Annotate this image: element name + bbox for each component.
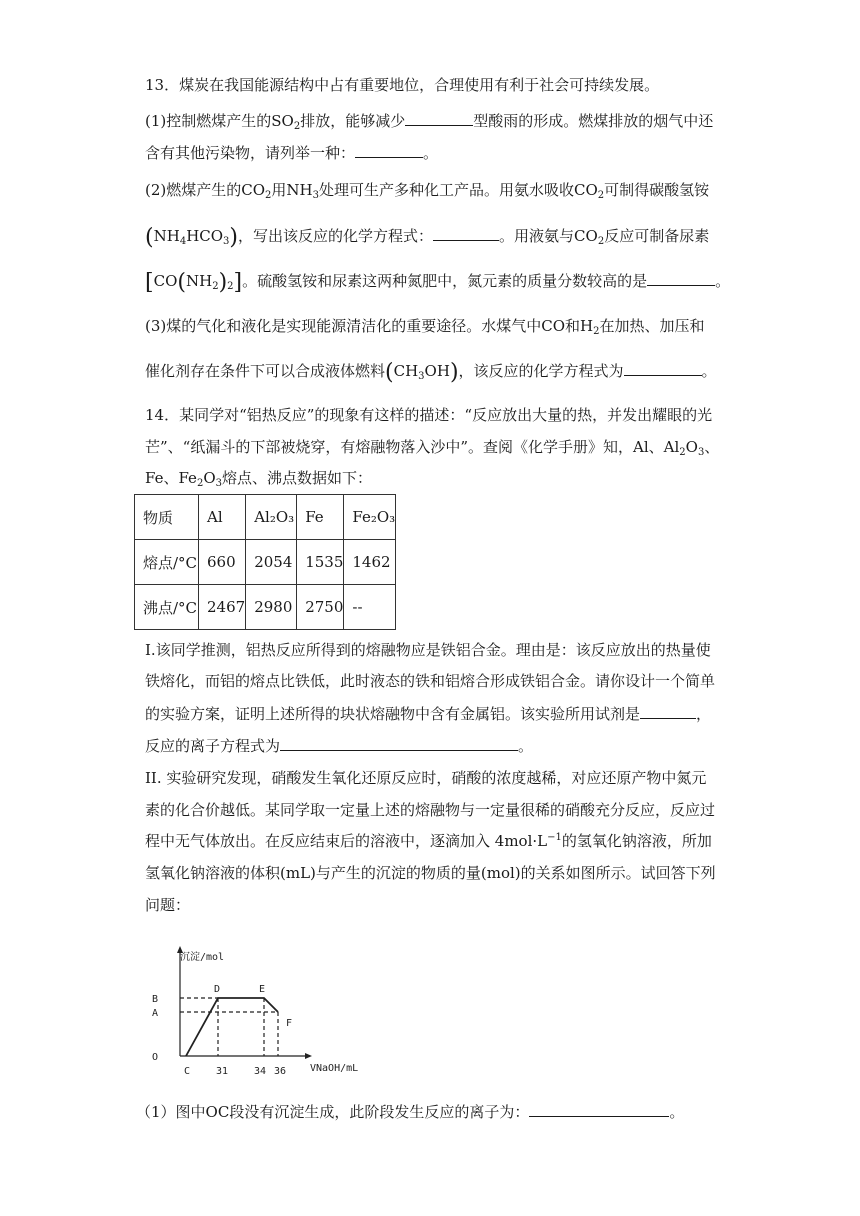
q14-II-line3: [145, 831, 712, 851]
subscript: 3: [312, 190, 319, 201]
text: 铁熔化，而铝的熔点比铁低，此时液态的铁和铝熔合形成铁铝合金。请你设计一个简单: [145, 672, 716, 690]
melting-boiling-table: [134, 494, 396, 630]
text: O: [203, 469, 216, 487]
text: (1)控制燃煤产生的SO: [145, 112, 294, 130]
x-tick-label: 31: [216, 1066, 229, 1077]
subscript: 3: [223, 236, 230, 247]
subscript: 2: [593, 326, 600, 337]
x-tick-label: 36: [274, 1066, 287, 1077]
text: (3)煤的气化和液化是实现能源清洁化的重要途径。水煤气中CO和H: [145, 317, 594, 335]
x-tick-label: 34: [254, 1066, 267, 1077]
text: 。: [701, 362, 717, 380]
right-bracket: ]: [233, 270, 243, 295]
q14-I-line1: [145, 640, 711, 660]
q13-p1-line1: [145, 110, 713, 131]
q14-line3: [145, 468, 372, 488]
text: 反应可制备尿素: [604, 227, 710, 245]
table-row: [135, 540, 396, 585]
q13-p2-line3: [145, 270, 730, 293]
text: 型酸雨的形成。燃煤排放的烟气中还: [473, 112, 714, 130]
q14-II-line1: [145, 768, 706, 788]
q13-p2-line1: [145, 180, 709, 200]
subscript: 3: [697, 447, 705, 458]
text: 。: [423, 144, 439, 162]
text: 排放，能够减少: [300, 112, 406, 130]
q14-sub1: [136, 1101, 684, 1122]
q14-II-line4: [145, 863, 716, 883]
text: OH: [424, 362, 450, 380]
text: 在加热、加压和: [599, 317, 705, 335]
text: HCO: [186, 227, 224, 245]
text: Fe、Fe: [145, 469, 197, 487]
subscript: 2: [293, 121, 301, 132]
text: II. 实验研究发现，硝酸发生氧化还原反应时，硝酸的浓度越稀，对应还原产物中氮元: [145, 769, 707, 787]
text: 问题：: [145, 896, 191, 914]
q14-line1: [145, 405, 712, 425]
table-header-cell: Al₂O₃: [246, 495, 297, 540]
q13-p1-line2: [145, 142, 438, 163]
table-header-cell: 物质: [135, 495, 199, 540]
y-axis-label: 沉淀/mol: [180, 952, 225, 963]
text: O: [685, 438, 698, 456]
answer-blank[interactable]: [280, 735, 518, 751]
superscript: −1: [547, 832, 562, 843]
text: 13．煤炭在我国能源结构中占有重要地位，合理使用有利于社会可持续发展。: [145, 76, 660, 94]
table-cell: 沸点/°C: [135, 585, 199, 630]
text: 反应的离子方程式为: [145, 737, 281, 755]
text: CO: [153, 272, 178, 290]
text: 催化剂存在条件下可以合成液体燃料: [145, 362, 386, 380]
text: 、: [704, 438, 720, 456]
table-row: [135, 585, 396, 630]
answer-blank[interactable]: [624, 360, 702, 376]
text: 14．某同学对“铝热反应”的现象有这样的描述：“反应放出大量的热，并发出耀眼的光: [145, 406, 713, 424]
table-row: [135, 495, 396, 540]
subscript: 3: [418, 371, 425, 382]
left-bracket: [: [145, 270, 154, 295]
answer-blank[interactable]: [405, 110, 473, 126]
text: （1）图中OC段没有沉淀生成，此阶段发生反应的离子为：: [136, 1103, 530, 1121]
right-paren: ): [218, 270, 228, 295]
q14-I-line3: [145, 703, 711, 724]
answer-blank[interactable]: [355, 142, 423, 158]
table-cell: 2054: [246, 540, 297, 585]
point-label: F: [286, 1018, 293, 1029]
q14-II-line5: [145, 895, 190, 915]
table-cell: 熔点/°C: [135, 540, 199, 585]
x-axis-label: VNaOH/mL: [310, 1063, 359, 1074]
table-cell: --: [344, 585, 396, 630]
table-cell: 2467: [199, 585, 246, 630]
table-cell: 1535: [297, 540, 344, 585]
text: 程中无气体放出。在反应结束后的溶液中，逐滴加入 4mol·L: [145, 832, 548, 850]
left-paren: (: [385, 360, 394, 385]
right-paren: ): [449, 360, 459, 385]
q14-line2: [145, 437, 719, 457]
text: ，: [696, 705, 712, 723]
text: 含有其他污染物，请列举一种：: [145, 144, 356, 162]
subscript: 2: [212, 281, 219, 292]
point-label: E: [259, 984, 266, 995]
origin-label: O: [152, 1052, 159, 1063]
text: 。: [518, 737, 534, 755]
subscript: 2: [227, 281, 234, 292]
text: 用NH: [271, 181, 313, 199]
subscript: 2: [265, 190, 272, 201]
table-header-cell: Fe₂O₃: [344, 495, 396, 540]
answer-blank[interactable]: [433, 225, 499, 241]
q13-title: [145, 75, 659, 95]
table-cell: 2980: [246, 585, 297, 630]
text: 芒”、“纸漏斗的下部被烧穿，有熔融物落入沙中”。查阅《化学手册》知，Al、Al: [145, 438, 680, 456]
q14-I-line2: [145, 671, 715, 691]
text: 。: [669, 1103, 685, 1121]
text: I.该同学推测，铝热反应所得到的熔融物应是铁铝合金。理由是：该反应放出的热量使: [145, 641, 711, 659]
text: 。用液氨与CO: [499, 227, 598, 245]
q13-p3-line1: [145, 316, 705, 336]
point-label: D: [214, 984, 221, 995]
text: 氢氧化钠溶液的体积(mL)与产生的沉淀的物质的量(mol)的关系如图所示。试回答下列: [145, 864, 716, 882]
x-tick-label: C: [184, 1066, 191, 1077]
table-cell: 1462: [344, 540, 396, 585]
text: CH: [393, 362, 419, 380]
table-cell: 660: [199, 540, 246, 585]
answer-blank[interactable]: [640, 703, 696, 719]
right-paren: ): [229, 225, 239, 250]
text: 的实验方案，证明上述所得的块状熔融物中含有金属铝。该实验所用试剂是: [145, 705, 641, 723]
text: 可制得碳酸氢铵: [604, 181, 710, 199]
subscript: 4: [179, 236, 187, 247]
text: 。硫酸氢铵和尿素这两种氮肥中，氮元素的质量分数较高的是: [242, 272, 648, 290]
q14-II-line2: [145, 800, 715, 820]
answer-blank[interactable]: [647, 270, 715, 286]
q13-p2-line2: [145, 225, 709, 248]
text: NH: [185, 272, 213, 290]
y-tick-label: B: [152, 994, 159, 1005]
x-axis-arrow: [305, 1053, 312, 1059]
answer-blank[interactable]: [529, 1101, 669, 1117]
subscript: 2: [597, 236, 605, 247]
y-tick-label: A: [152, 1008, 159, 1019]
text: NH: [153, 227, 180, 245]
text: 素的化合价越低。某同学取一定量上述的熔融物与一定量很稀的硝酸充分反应，反应过: [145, 801, 716, 819]
text: (2)燃煤产生的CO: [145, 181, 266, 199]
text: ，该反应的化学方程式为: [458, 362, 624, 380]
text: 熔点、沸点数据如下：: [222, 469, 373, 487]
table-header-cell: Fe: [297, 495, 344, 540]
left-paren: (: [177, 270, 186, 295]
precipitate-chart: [140, 940, 370, 1080]
subscript: 2: [597, 190, 605, 201]
left-paren: (: [145, 225, 154, 250]
q13-p3-line2: [145, 360, 717, 383]
text: 处理可生产多种化工产品。用氨水吸收CO: [319, 181, 598, 199]
text: 。: [715, 272, 731, 290]
text: ，写出该反应的化学方程式：: [238, 227, 434, 245]
subscript: 3: [215, 478, 222, 489]
subscript: 2: [196, 478, 204, 489]
text: 的氢氧化钠溶液，所加: [561, 832, 712, 850]
q14-I-line4: [145, 735, 533, 756]
table-header-cell: Al: [199, 495, 246, 540]
subscript: 2: [679, 447, 686, 458]
table-cell: 2750: [297, 585, 344, 630]
